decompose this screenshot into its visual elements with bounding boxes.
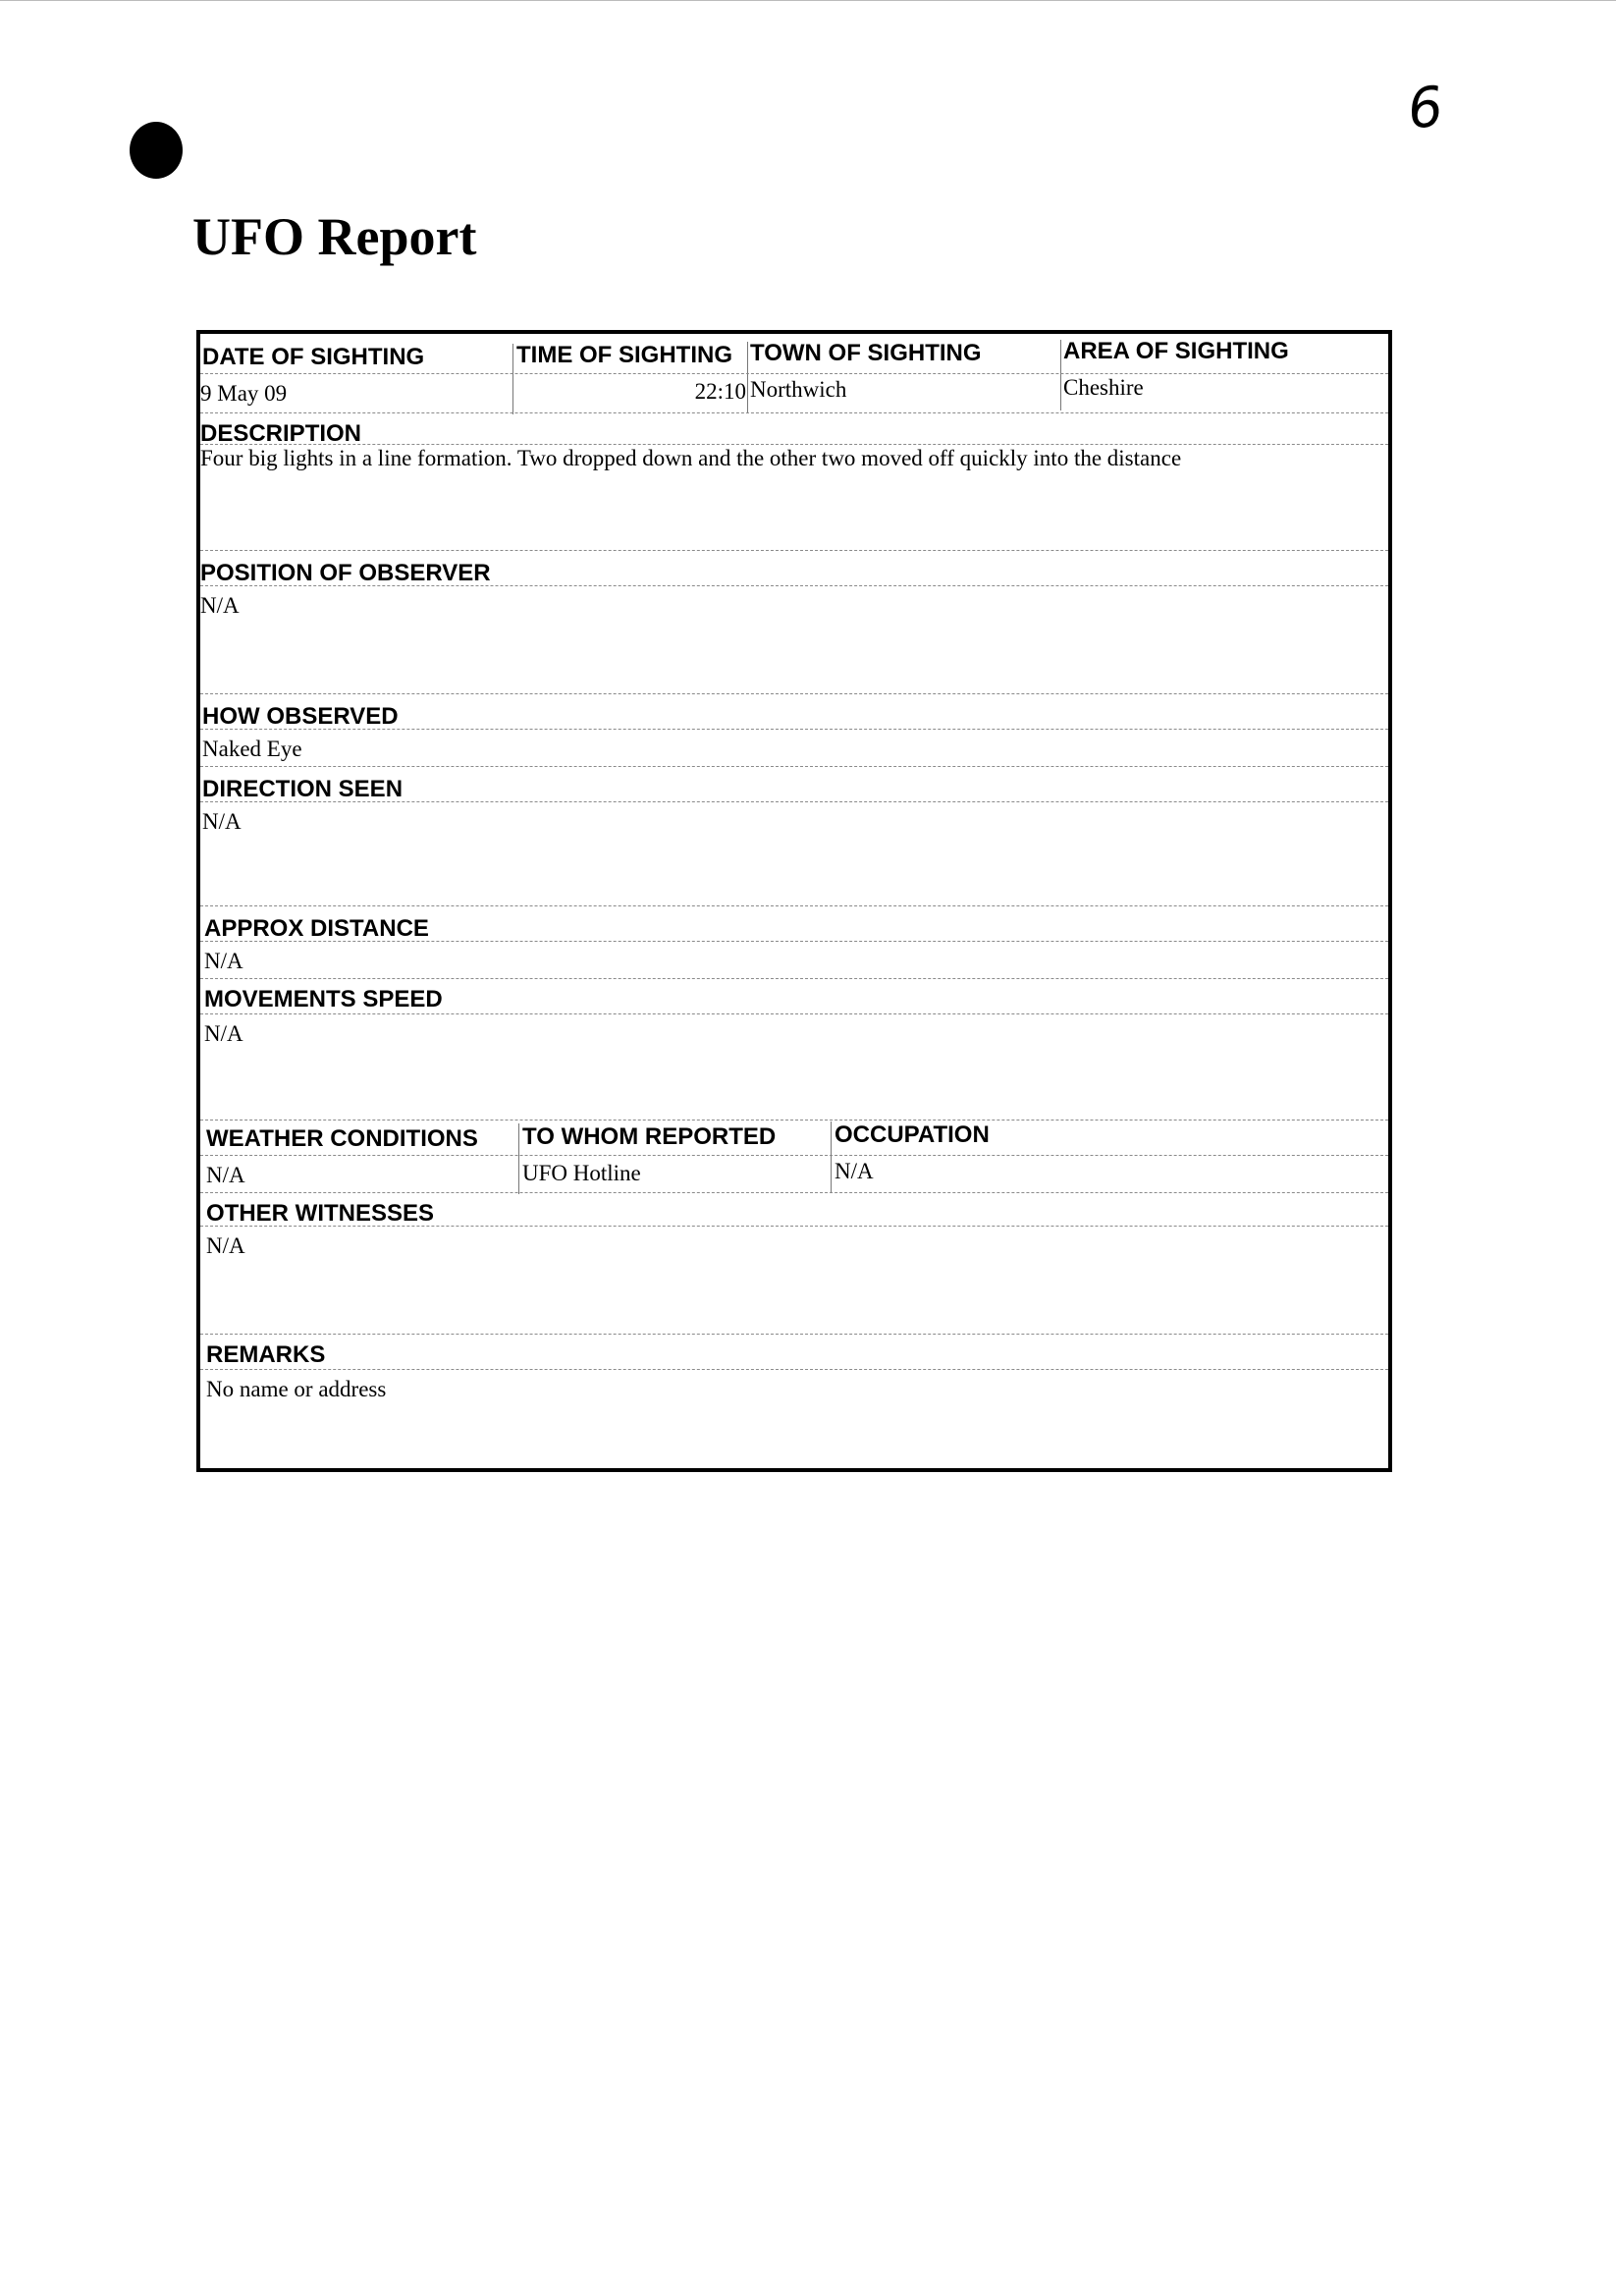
row-divider (200, 373, 1388, 374)
date-of-sighting-label: DATE OF SIGHTING (202, 344, 425, 370)
row-divider (200, 693, 1388, 694)
row-divider (200, 729, 1388, 730)
area-of-sighting-label: AREA OF SIGHTING (1063, 338, 1289, 364)
scan-edge (0, 0, 1616, 1)
approx-distance-label: APPROX DISTANCE (204, 915, 429, 942)
weather-conditions-label: WEATHER CONDITIONS (206, 1125, 478, 1152)
row-divider (200, 801, 1388, 802)
movements-speed-label: MOVEMENTS SPEED (204, 986, 443, 1012)
row-divider (200, 1369, 1388, 1370)
row-divider (200, 550, 1388, 551)
other-witnesses-label: OTHER WITNESSES (206, 1200, 435, 1227)
row-divider (200, 1226, 1388, 1227)
row-divider (200, 585, 1388, 586)
to-whom-reported-value: UFO Hotline (522, 1161, 641, 1185)
occupation-label: OCCUPATION (835, 1121, 990, 1148)
occupation-value: N/A (835, 1159, 874, 1183)
how-observed-label: HOW OBSERVED (202, 703, 399, 730)
town-of-sighting-value: Northwich (750, 377, 847, 402)
row-divider (200, 1013, 1388, 1014)
how-observed-value: Naked Eye (202, 737, 302, 761)
direction-seen-value: N/A (202, 809, 242, 834)
page-number: 6 (1404, 75, 1446, 142)
remarks-value: No name or address (206, 1377, 387, 1401)
page-title: UFO Report (192, 207, 477, 266)
direction-seen-label: DIRECTION SEEN (202, 776, 404, 802)
date-of-sighting-value: 9 May 09 (200, 381, 288, 406)
row-divider (200, 1192, 1388, 1193)
remarks-label: REMARKS (206, 1341, 326, 1368)
row-divider (200, 1334, 1388, 1335)
row-divider (200, 1155, 1388, 1156)
time-of-sighting-label: TIME OF SIGHTING (516, 342, 732, 368)
approx-distance-value: N/A (204, 949, 243, 973)
movements-speed-value: N/A (204, 1021, 243, 1046)
position-of-observer-label: POSITION OF OBSERVER (200, 560, 491, 586)
column-divider (512, 344, 513, 414)
ufo-report-form (196, 330, 1392, 1472)
column-divider (518, 1123, 519, 1194)
town-of-sighting-label: TOWN OF SIGHTING (750, 340, 982, 366)
row-divider (200, 978, 1388, 979)
description-label: DESCRIPTION (200, 420, 362, 447)
to-whom-reported-label: TO WHOM REPORTED (522, 1123, 777, 1150)
time-of-sighting-value: 22:10 (694, 379, 746, 404)
description-value: Four big lights in a line formation. Two dropped down and the other two moved off quickly into the distance (200, 446, 1182, 470)
weather-conditions-value: N/A (206, 1163, 245, 1187)
column-divider (747, 342, 748, 412)
row-divider (200, 941, 1388, 942)
position-of-observer-value: N/A (200, 593, 240, 618)
row-divider (200, 444, 1388, 445)
row-divider (200, 905, 1388, 906)
area-of-sighting-value: Cheshire (1063, 375, 1144, 400)
row-divider (200, 766, 1388, 767)
row-divider (200, 1120, 1388, 1121)
other-witnesses-value: N/A (206, 1233, 245, 1258)
column-divider (831, 1121, 832, 1192)
punch-hole-mark (130, 122, 183, 179)
row-divider (200, 412, 1388, 413)
column-divider (1060, 340, 1061, 410)
